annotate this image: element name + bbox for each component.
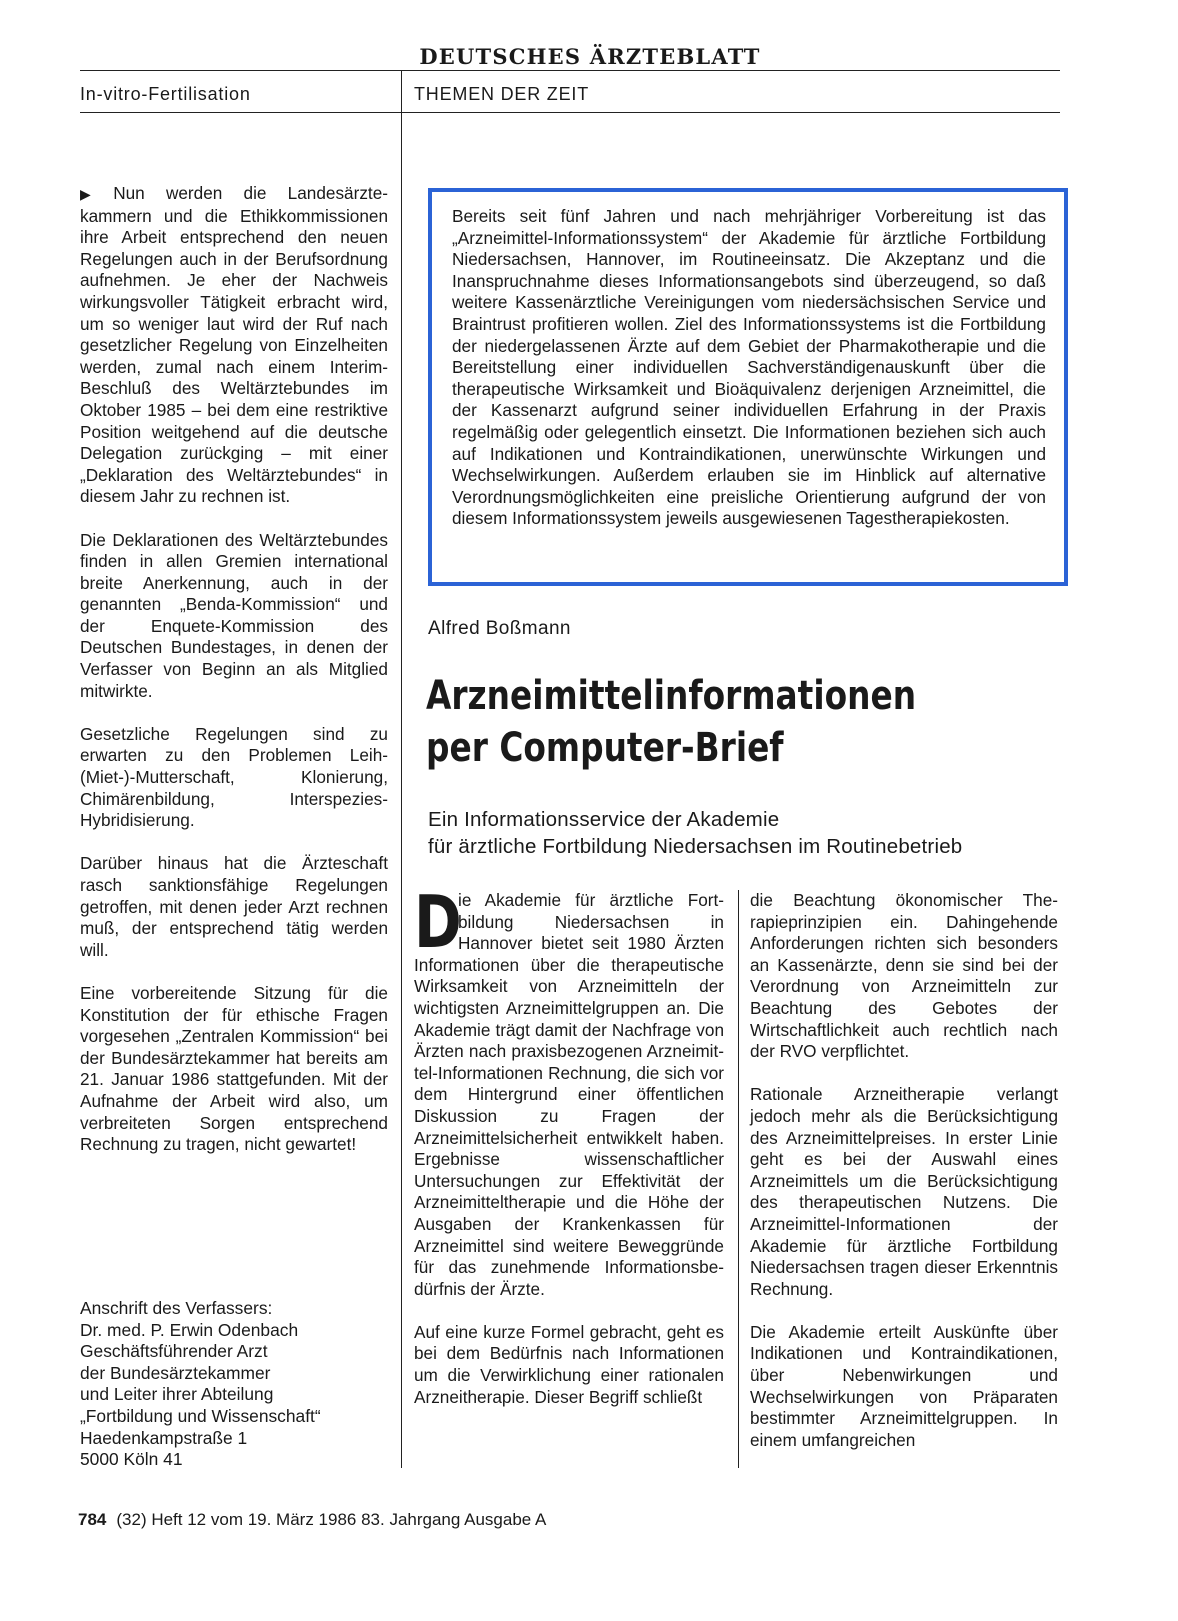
address-line: „Fortbildung und Wissenschaft“ [80, 1405, 321, 1426]
article-author: Alfred Boßmann [428, 618, 571, 639]
column-divider-main [401, 70, 402, 1468]
left-column [80, 183, 388, 1156]
article-column-1 [414, 880, 724, 1408]
article-column-2 [750, 890, 1058, 1451]
title-line-2: per Computer-Brief [426, 725, 784, 771]
left-paragraph-4: Darüber hinaus hat die Ärzteschaft rasch sanktionsfähige Regelungen getroffen, mit denen jeder Arzt rechnen muß, der entsprechend tätig werden will. [80, 853, 388, 960]
article-paragraph-5: Die Akademie erteilt Auskünfte über Indikationen und Kontraindikationen, über Nebenwirkungen und Wechselwirkungen von Präparaten bestimmter Arzneimittelgruppen. In einem umfangreichen [750, 1321, 1058, 1450]
address-line: Dr. med. P. Erwin Odenbach [80, 1319, 299, 1340]
address-line: und Leiter ihrer Abteilung [80, 1384, 274, 1405]
page-footer [78, 1510, 546, 1530]
article-paragraph-3: die Beachtung ökonomischer Therapieprinzipien ein. Dahingehende Anforderungen richten sich besonders an Kassenärzte, denn sie sind bei der Verordnung von Arzneimitteln zur Beachtung des Gebotes der Wirtschaftlichkeit auch rechtlich nach der RVO verpflichtet. [750, 890, 1058, 1062]
article-title [426, 670, 1033, 774]
column-divider-article [738, 890, 739, 1468]
subtitle-line-1: Ein Informationsservice der Akademie [428, 808, 780, 831]
summary-box-text: Bereits seit fünf Jahren und nach mehrjähriger Vorbereitung ist das „Arzneimittel-Informationssystem“ der Akademie für ärztliche Fortbildung Niedersachsen, Hannover, im Routineeinsatz. Die Akzeptanz und die Inanspruchnahme dieses Informationsangebots sind überzeugend, so daß weitere Kassenärztliche Vereinigungen vom niedersächsischen Service und Braintrust profitieren wollen. Ziel des Informationssystems ist die Fortbildung der niedergelassenen Ärzte auf dem Gebiet der Pharmakotherapie und die Bereitstellung einer individuellen Sachverständigenauskunft über die therapeutische Wirksamkeit und Bioäquivalenz derjenigen Arzneimittel, die der Kassenarzt aufgrund seiner individuellen Erfahrung in der Praxis regelmäßig oder gelegentlich einsetzt. Die Informationen beziehen sich auch auf Indikationen und Kontraindikationen, unerwünschte Wirkungen und Wechselwirkungen. Außerdem erlauben sie im Hinblick auf alternative Verordnungsmöglichkeiten eine preisliche Orientierung aufgrund der von diesem Informationssystem jeweils ausgewiesenen Tagestherapiekosten. [452, 206, 1046, 529]
address-line: der Bundesärztekammer [80, 1362, 271, 1383]
header-rule-bottom [80, 112, 1060, 113]
bullet-triangle-icon: ▶ [80, 186, 108, 202]
header-rule-top [80, 70, 1060, 71]
left-paragraph-5: Eine vorbereitende Sitzung für die Konstitution der für ethische Fragen vorgesehen „Zentralen Kommission“ bei der Bundesärztekammer hat bereits am 21. Januar 1986 stattgefunden. Mit der Aufnahme der Arbeit wird also, um verbreiteten Sorgen entsprechend Rechnung zu tragen, nicht gewartet! [80, 982, 388, 1155]
subtitle-line-2: für ärztliche Fortbildung Niedersachsen im Routinebetrieb [428, 835, 963, 858]
issue-info: (32) Heft 12 vom 19. März 1986 83. Jahrgang Ausgabe A [116, 1510, 547, 1529]
title-line-1: Arzneimittelinformationen [426, 673, 917, 719]
drop-cap: D [414, 880, 462, 964]
left-rubric: In-vitro-Fertilisation [80, 84, 251, 104]
article-paragraph-2: Auf eine kurze Formel gebracht, geht es bei dem Bedürfnis nach Informationen um die Verwirklichung einer rationalen Arzneitherapie. Dieser Begriff schließt [414, 1321, 724, 1407]
left-paragraph-2: Die Deklarationen des Weltärztebundes finden in allen Gremien international breite Anerkennung, auch in der genannten „Benda-Kommission“ und der Enquete-Kommission des Deutschen Bundestages, in denen der Verfasser von Beginn an als Mitglied mitwirkte. [80, 529, 388, 701]
right-rubric: THEMEN DER ZEIT [414, 84, 590, 104]
address-line: Geschäftsführender Arzt [80, 1341, 268, 1362]
address-line: 5000 Köln 41 [80, 1449, 183, 1470]
page-number: 784 [78, 1510, 107, 1529]
masthead: DEUTSCHES ÄRZTEBLATT [419, 44, 761, 69]
address-line: Haedenkampstraße 1 [80, 1427, 248, 1448]
article-paragraph-1: D ie Akademie für ärztliche Fortbildung Niedersachsen in Hannover bietet seit 1980 Ärzten Informationen über die therapeutische Wirksamkeit von Arzneimitteln der wichtigsten Arzneimittelgruppen an. Die Akademie trägt damit der Nachfrage von Ärzten nach praxisbezogenen Arzneimittel-Informationen Rechnung, die sich vor dem Hintergrund einer öffentlichen Diskussion zu Fragen der Arzneimittelsicherheit entwikkelt haben. Ergebnisse wissenschaftlicher Untersuchungen zur Effektivität der Arzneimitteltherapie und die Höhe der Ausgaben der Krankenkassen für Arzneimittel sind weitere Beweggründe für das zunehmende Informationsbedürfnis der Ärzte. [414, 880, 724, 1299]
summary-box [428, 188, 1068, 586]
article-subtitle [428, 806, 1148, 860]
address-line: Anschrift des Verfassers: [80, 1298, 273, 1318]
article-paragraph-4: Rationale Arzneitherapie verlangt jedoch mehr als die Berücksichtigung des Arzneimittelpreises. In erster Linie geht es bei der Auswahl eines Arzneimittels um die Berücksichtigung des therapeutischen Nutzens. Die Arzneimittel-Informationen der Akademie für ärztliche Fortbildung Niedersachsen tragen dieser Erkenntnis Rechnung. [750, 1084, 1058, 1299]
left-paragraph-3: Gesetzliche Regelungen sind zu erwarten zu den Problemen Leih-(Miet-)-Mutterschaft, Klonierung, Chimärenbildung, Interspezies-Hybridisierung. [80, 723, 388, 831]
left-paragraph-1: ▶ Nun werden die Landesärztekammern und die Ethikkommissionen ihre Arbeit entsprechend den neuen Regelungen auch in der Berufsordnung aufnehmen. Je eher der Nachweis wirkungsvoller Tätigkeit erbracht wird, um so weniger laut wird der Ruf nach gesetzlicher Regelung von Einzelheiten werden, zumal nach einem Interim-Beschluß des Weltärztebundes im Oktober 1985 – bei dem eine restriktive Position weitgehend auf die deutsche Delegation zurückging – mit einer „Deklaration des Weltärztebundes“ in diesem Jahr zu rechnen ist. [80, 183, 388, 507]
author-address [80, 1298, 390, 1471]
